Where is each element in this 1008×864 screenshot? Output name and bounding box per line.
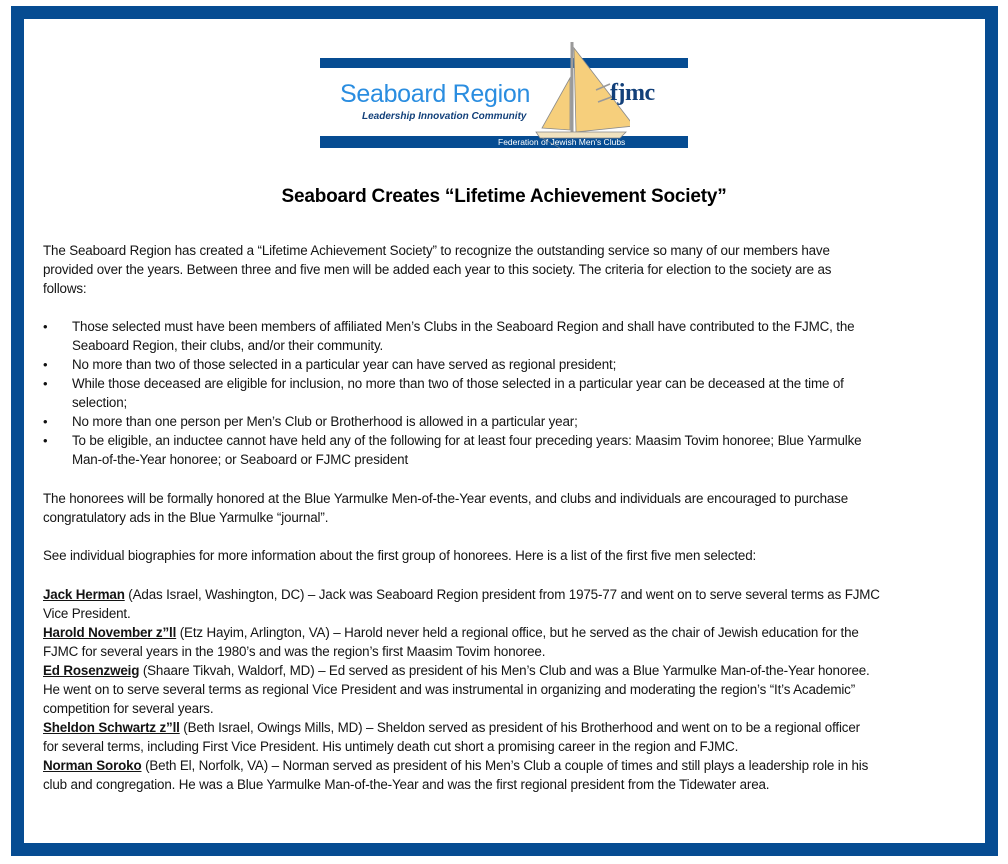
honoree-details: (Adas Israel, Washington, DC) – Jack was Seaboard Region president from 1975-77 and went on to serve several terms as FJMC: [124, 587, 880, 602]
criteria-item: selection;: [72, 395, 128, 410]
bullet-icon: •: [43, 357, 48, 372]
logo-tagline: Leadership Innovation Community: [362, 111, 527, 122]
honored-line: congratulatory ads in the Blue Yarmulke “journal”.: [43, 510, 329, 525]
fjmc-logo-text: fjmc: [610, 80, 655, 106]
honoree-details: He went on to serve several terms as regional Vice President and was instrumental in organizing and moderating the region’s “It’s Academic”: [43, 682, 856, 697]
bullet-icon: •: [43, 414, 48, 429]
honoree-name: Ed Rosenzweig: [43, 663, 140, 678]
intro-line: provided over the years. Between three and five men will be added each year to this society. The criteria for election to the society are as: [43, 262, 832, 277]
honoree-details: (Beth Israel, Owings Mills, MD) – Sheldon served as president of his Brotherhood and went on to be a regional officer: [179, 720, 860, 735]
logo-federation-text: Federation of Jewish Men's Clubs: [498, 137, 626, 147]
honoree-entry: [43, 663, 870, 678]
honoree-entry: [43, 587, 880, 602]
bullet-icon: •: [43, 433, 48, 448]
bullet-icon: •: [43, 376, 48, 391]
page-title: Seaboard Creates “Lifetime Achievement Society”: [281, 186, 727, 207]
honoree-name: Harold November z”ll: [43, 625, 177, 640]
honored-line: The honorees will be formally honored at the Blue Yarmulke Men-of-the-Year events, and clubs and individuals are encouraged to purchase: [43, 491, 849, 506]
honoree-details: for several terms, including First Vice President. His untimely death cut short a promising career in the region and FJMC.: [43, 739, 739, 754]
honoree-details: (Etz Hayim, Arlington, VA) – Harold never held a regional office, but he served as the chair of Jewish education for the: [176, 625, 859, 640]
criteria-item: Man-of-the-Year honoree; or Seaboard or FJMC president: [72, 452, 409, 467]
logo-title: Seaboard Region: [340, 80, 531, 108]
intro-line: The Seaboard Region has created a “Lifetime Achievement Society” to recognize the outstanding service so many of our members have: [43, 243, 830, 258]
honoree-details: (Shaare Tikvah, Waldorf, MD) – Ed served as president of his Men’s Club and was a Blue Yarmulke Man-of-the-Year honoree.: [139, 663, 870, 678]
honoree-name: Jack Herman: [43, 587, 125, 602]
criteria-item: While those deceased are eligible for inclusion, no more than two of those selected in a particular year can be deceased at the time of: [72, 376, 844, 391]
honoree-details: FJMC for several years in the 1980’s and was the region’s first Maasim Tovim honoree.: [43, 644, 546, 659]
criteria-item: No more than one person per Men’s Club or Brotherhood is allowed in a particular year;: [72, 414, 578, 429]
intro-line: follows:: [43, 281, 87, 296]
honoree-name: Norman Soroko: [43, 758, 142, 773]
criteria-item: Those selected must have been members of affiliated Men’s Clubs in the Seaboard Region and shall have contributed to the FJMC, the: [72, 319, 855, 334]
seaboard-region-logo: [320, 40, 688, 150]
see-bios-text: See individual biographies for more information about the first group of honorees. Here is a list of the first five men selected:: [43, 548, 757, 563]
honoree-entry: [43, 758, 868, 773]
honoree-details: competition for several years.: [43, 701, 214, 716]
honoree-name: Sheldon Schwartz z”ll: [43, 720, 180, 735]
honoree-details: club and congregation. He was a Blue Yarmulke Man-of-the-Year and was the first regional president from the Tidewater area.: [43, 777, 770, 792]
criteria-item: To be eligible, an inductee cannot have held any of the following for at least four preceding years: Maasim Tovim honoree; Blue Yarmulke: [72, 433, 862, 448]
criteria-item: Seaboard Region, their clubs, and/or their community.: [72, 338, 384, 353]
honoree-details: (Beth El, Norfolk, VA) – Norman served as president of his Men’s Club a couple of times and still plays a leadership role in his: [141, 758, 869, 773]
criteria-item: No more than two of those selected in a particular year can have served as regional president;: [72, 357, 617, 372]
bullet-icon: •: [43, 319, 48, 334]
honoree-entry: [43, 720, 860, 735]
honoree-details: Vice President.: [43, 606, 131, 621]
honoree-entry: [43, 625, 859, 640]
